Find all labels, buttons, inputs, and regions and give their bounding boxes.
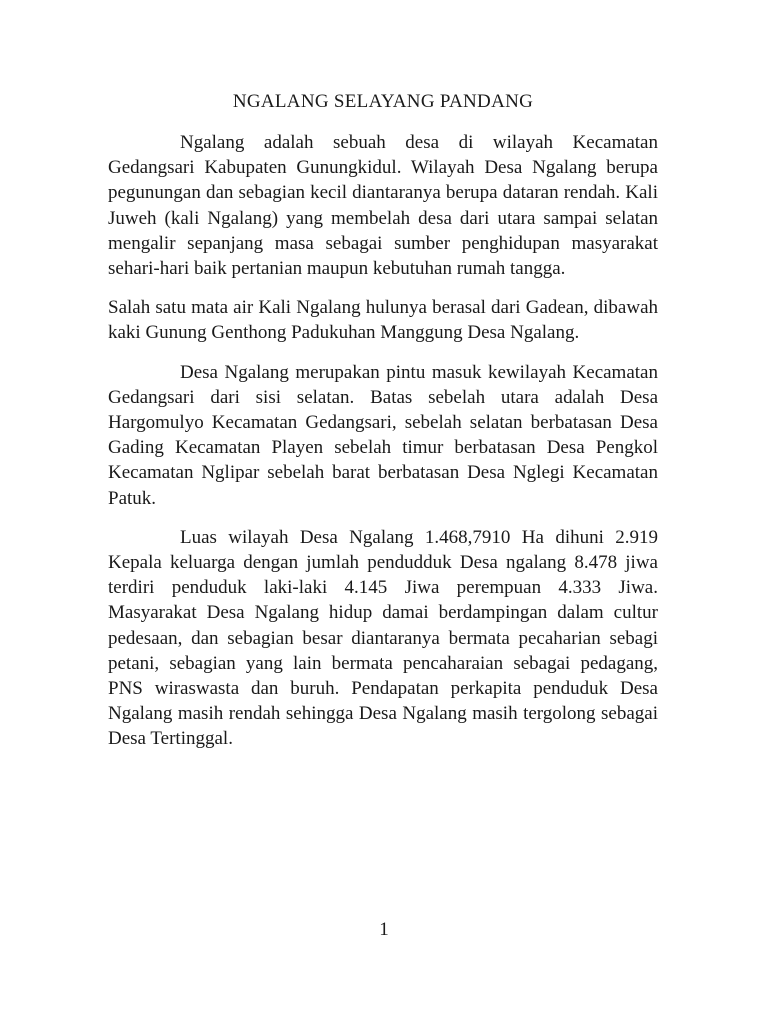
paragraph-boundaries: Desa Ngalang merupakan pintu masuk kewilayah Kecamatan Gedangsari dari sisi selatan. Batas sebelah utara adalah Desa Hargomulyo Kecamatan Gedangsari, sebelah selatan berbatasan Desa Gading Kecamatan Playen sebelah timur berbatasan Desa Pengkol Kecamatan Nglipar sebelah barat berbatasan Desa Nglegi Kecamatan Patuk.: [108, 361, 658, 509]
page-number: 1: [379, 919, 389, 940]
document-page: [108, 88, 658, 766]
paragraph-water-source: Salah satu mata air Kali Ngalang hulunya berasal dari Gadean, dibawah kaki Gunung Genthong Padukuhan Manggung Desa Ngalang.: [108, 297, 658, 344]
paragraph-population: Luas wilayah Desa Ngalang 1.468,7910 Ha dihuni 2.919 Kepala keluarga dengan jumlah pendudduk Desa ngalang 8.478 jiwa terdiri penduduk laki-laki 4.145 Jiwa perempuan 4.333 Jiwa. Masyarakat Desa Ngalang hidup damai berdampingan dalam cultur pedesaan, dan sebagian besar diantaranya bermata pecaharian sebagi petani, sebagian yang lain bermata pencaharaian sebagai pedagang, PNS wiraswasta dan buruh. Pendapatan perkapita penduduk Desa Ngalang masih rendah sehingga Desa Ngalang masih tergolong sebagai Desa Tertinggal.: [108, 526, 658, 750]
document-title: NGALANG SELAYANG PANDANG: [232, 91, 534, 112]
paragraph-intro: Ngalang adalah sebuah desa di wilayah Kecamatan Gedangsari Kabupaten Gunungkidul. Wilayah Desa Ngalang berupa pegunungan dan sebagian kecil diantaranya berupa dataran rendah. Kali Juweh (kali Ngalang) yang membelah desa dari utara sampai selatan mengalir sepanjang masa sebagai sumber penghidupan masyarakat sehari-hari baik pertanian maupun kebutuhan rumah tangga.: [108, 132, 658, 280]
